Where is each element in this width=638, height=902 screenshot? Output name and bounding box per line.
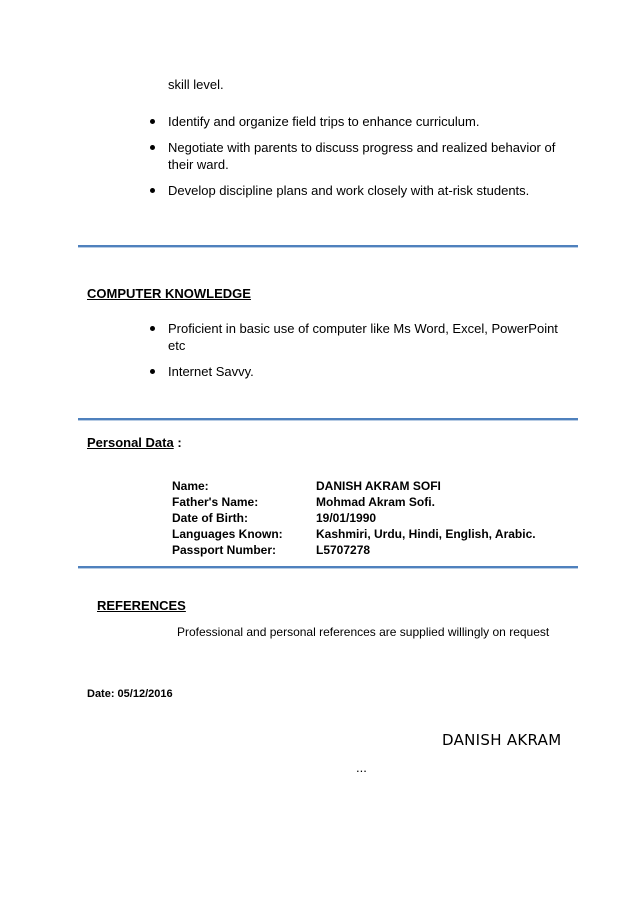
references-heading: REFERENCES <box>97 598 186 613</box>
list-item-text: Develop discipline plans and work closely with at-risk students. <box>168 183 530 198</box>
bullet-icon <box>150 119 155 124</box>
pd-value-dob: 19/01/1990 <box>316 511 377 525</box>
pd-label-dob: Date of Birth: <box>172 511 248 525</box>
personal-data-heading-text: Personal Data <box>87 435 174 450</box>
pd-value-father: Mohmad Akram Sofi. <box>316 495 435 509</box>
bullet-icon <box>150 188 155 193</box>
list-item-text: Negotiate with parents to discuss progress and realized behavior of <box>168 140 556 155</box>
bullet-icon <box>150 369 155 374</box>
personal-data-heading-colon: : <box>173 435 182 450</box>
pd-value-languages: Kashmiri, Urdu, Hindi, English, Arabic. <box>316 527 536 541</box>
section-divider <box>78 245 578 247</box>
bullet-icon <box>150 326 155 331</box>
pd-value-name: DANISH AKRAM SOFI <box>316 479 441 493</box>
pd-label-passport: Passport Number: <box>172 543 277 557</box>
bullet-icon <box>150 145 155 150</box>
intro-text: skill level. <box>168 77 224 92</box>
list-item-text: Internet Savvy. <box>168 364 254 379</box>
pd-label-languages: Languages Known: <box>172 527 283 541</box>
pd-label-name: Name: <box>172 479 209 493</box>
section-divider <box>78 566 578 568</box>
section-divider <box>78 418 578 420</box>
signature-name: DANISH AKRAM <box>442 731 562 749</box>
list-item-text: Identify and organize field trips to enhance curriculum. <box>168 114 480 129</box>
ellipsis: ... <box>356 760 367 775</box>
personal-data-heading <box>87 435 182 450</box>
references-text: Professional and personal references are supplied willingly on request <box>177 625 550 639</box>
pd-label-father: Father's Name: <box>172 495 259 509</box>
list-item-text-cont: etc <box>168 338 186 353</box>
computer-knowledge-heading: COMPUTER KNOWLEDGE <box>87 286 251 301</box>
list-item-text-cont: their ward. <box>168 157 229 172</box>
date-line: Date: 05/12/2016 <box>87 688 173 700</box>
list-item-text: Proficient in basic use of computer like Ms Word, Excel, PowerPoint <box>168 321 558 336</box>
pd-value-passport: L5707278 <box>316 543 371 557</box>
